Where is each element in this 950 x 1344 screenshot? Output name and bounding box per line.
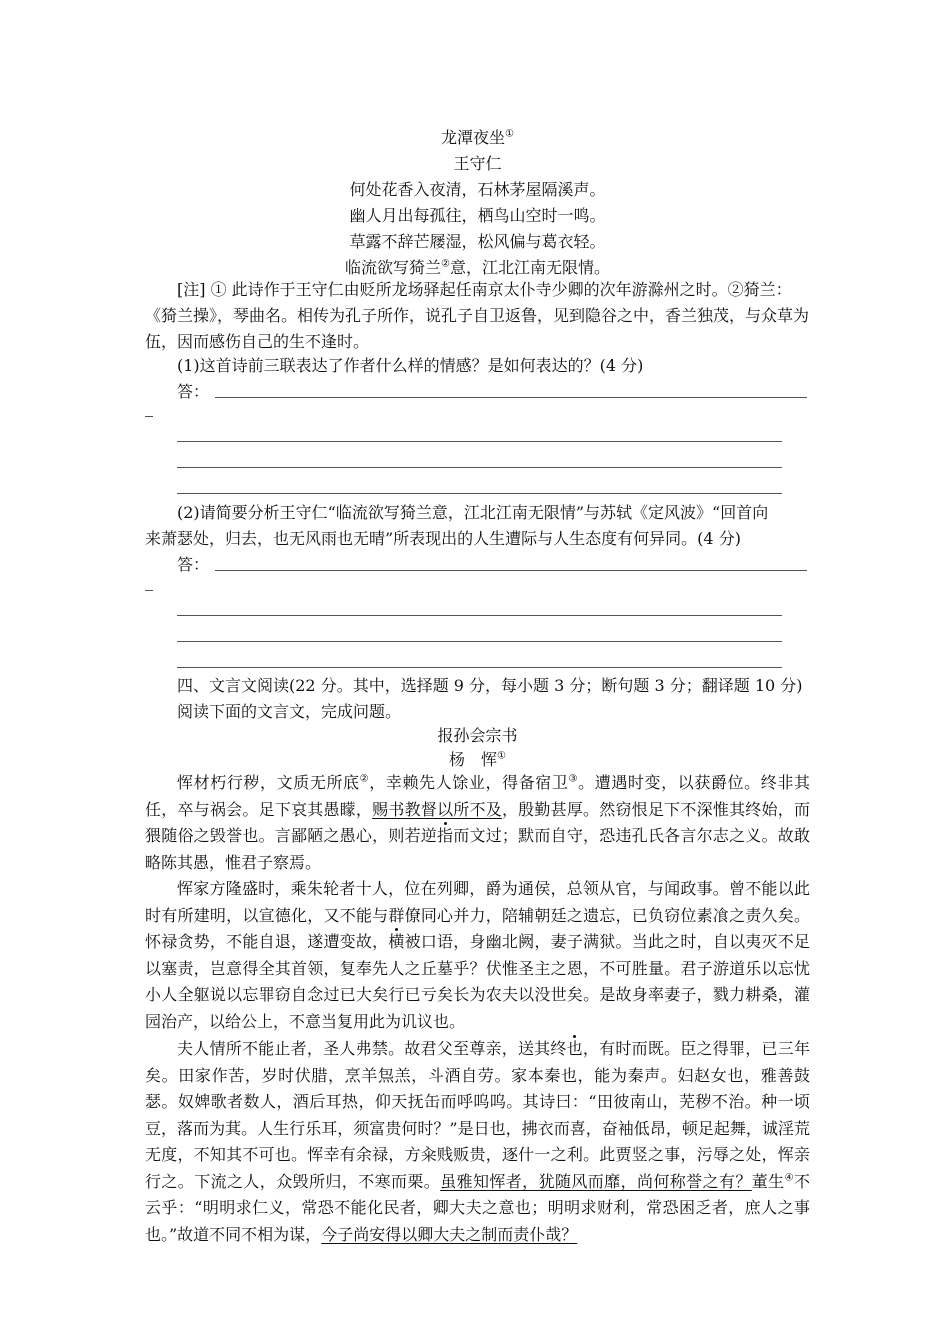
note-line-2: 《猗兰操》，琴曲名。相传为孔子所作，说孔子自卫返鲁，见到隐谷之中，香兰独茂，与众草为 [145,306,810,325]
poem-line-1: 何处花香入夜清，石林茅屋隔溪声。 [349,180,606,199]
question-2-line-2: 来萧瑟处，归去，也无风雨也无晴”所表现出的人生遭际与人生态度有何异同。(4 分) [145,529,741,548]
note-line-3: 伍，因而感伤自己的生不逢时。 [145,332,370,351]
footnote-marker: ② [441,258,450,270]
underlined-sentence: 虽雅知恽者，犹随风而靡，尚何称誉之有？ [440,1171,752,1191]
footnote-marker: ① [505,128,514,140]
poem-title: 龙潭夜坐① [441,128,514,147]
underlined-phrase: 赐书教督以所不及 [372,799,502,819]
essay-paragraph-3: 夫人情所不能止者，圣人弗禁。故君父至尊亲，送其终也，有时而既。臣之得罪，已三年矣。田家作苦，岁时伏腊，烹羊炰羔，斗酒自劳。家本秦也，能为秦声。妇赵女也，雅善鼓瑟。奴婢歌者数人，酒后耳热，仰天抚缶而呼呜呜。其诗曰：“田彼南山，芜秽不治。种一顷豆，落而为萁。人生行乐耳，须富贵何时？”是日也，拂衣而喜，奋袖低昂，顿足起舞，诚淫荒无度，不知其不可也。恽幸有余禄，方籴贱贩贵，逐什一之利。此贾竖之事，污辱之处，恽亲行之。下流之人，众毁所归，不寒而栗。虽雅知恽者，犹随风而靡，尚何称誉之有？董生④不云乎：“明明求仁义，常恐不能化民者，卿大夫之意也；明明求财利，常恐困乏者，庶人之事也。”故道不同不相为谋，今子尚安得以卿大夫之制而责仆哉？ [145,1039,810,1244]
note-line-1: [注] ① 此诗作于王守仁由贬所龙场驿起任南京太仆寺少卿的次年游滁州之时。②猗兰： [177,280,792,299]
answer-line-stub [145,590,153,591]
section-4-heading: 四、文言文阅读(22 分。其中，选择题 9 分，每小题 3 分；断句题 3 分；翻译题 10 分) [177,676,803,695]
footnote-marker: ② [359,773,370,785]
footnote-marker: ④ [784,1172,794,1184]
answer-line[interactable] [177,641,782,642]
question-1: (1)这首诗前三联表达了作者什么样的情感？是如何表达的？(4 分) [177,356,644,375]
essay-author: 杨 恽① [449,750,506,769]
essay-paragraph-2: 恽家方隆盛时，乘朱轮者十人，位在列卿，爵为通侯，总领从官，与闻政事。曾不能以此时有所建明，以宣德化，又不能与群僚同心并力，陪辅朝廷之遗忘，已负窃位素飡之责久矣。怀禄贪势，不能自退，遂遭变故，横被口语，身幽北阙，妻子满狱。当此之时，自以夷灭不足以塞责，岂意得全其首领，复奉先人之丘墓乎？伏惟圣主之恩，不可胜量。君子游道乐以忘忧小人全躯说以忘罪窃自念过已大矣行已亏矣长为农夫以没世矣。是故身率妻子，戮力耕桑，灌园治产，以给公上，不意当复用此为讥议也。 [145,879,810,1031]
section-4-instruction: 阅读下面的文言文，完成问题。 [177,702,402,721]
answer-line[interactable] [215,397,807,398]
essay-title: 报孙会宗书 [437,726,518,745]
poem-line-4: 临流欲写猗兰②意，江北江南无限情。 [345,258,610,277]
dotted-character: 横 [388,932,405,951]
answer-line[interactable] [177,667,782,668]
answer-label-1: 答： [177,382,210,401]
answer-line[interactable] [177,441,782,442]
essay-paragraph-1: 恽材朽行秽，文质无所底②，幸赖先人馀业，得备宿卫③。遭遇时变，以获爵位。终非其任，卒与祸会。足下哀其愚矇，赐书教督以所不及，殷勤甚厚。然窃恨足下不深惟其终始，而猥随俗之毁誉也。言鄙陋之愚心，则若逆指而文过；默而自守，恐违孔氏各言尔志之义。故敢略陈其愚，惟君子察焉。 [145,773,810,872]
poem-author: 王守仁 [453,154,502,173]
poem-line-3: 草露不辞芒屦湿，松风偏与葛衣轻。 [349,232,606,251]
dotted-character: 指 [437,826,454,845]
footnote-marker: ③ [568,773,579,785]
answer-line[interactable] [177,467,782,468]
answer-line[interactable] [177,615,782,616]
answer-line[interactable] [215,570,807,571]
question-2-line-1: (2)请简要分析王守仁“临流欲写猗兰意，江北江南无限情”与苏轼《定风波》“回首向 [177,503,769,522]
answer-line[interactable] [177,493,782,494]
answer-label-2: 答： [177,555,210,574]
dotted-character: 也 [566,1039,583,1058]
underlined-sentence: 今子尚安得以卿大夫之制而责仆哉？ [321,1224,578,1244]
answer-line-stub [145,416,153,417]
poem-line-2: 幽人月出每孤往，栖鸟山空时一鸣。 [349,206,606,225]
footnote-marker: ① [497,750,506,762]
